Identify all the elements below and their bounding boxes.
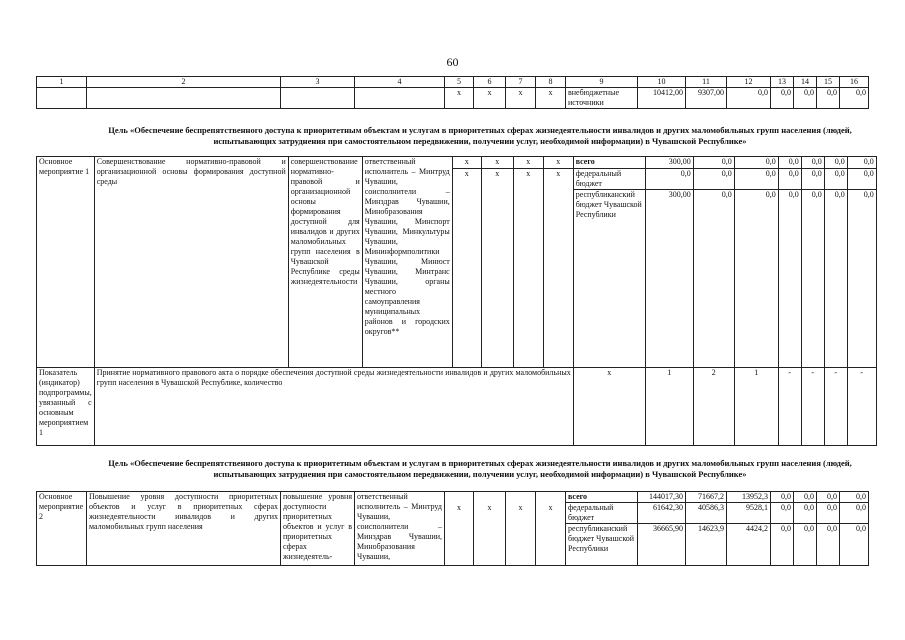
col-num: 4: [355, 77, 445, 88]
table-cell: 0,0: [801, 169, 824, 190]
table-cell: [87, 88, 281, 109]
col-num: 2: [87, 77, 281, 88]
table-cell: всего: [566, 492, 638, 503]
goal-heading-2: Цель «Обеспечение беспрепятственного доступа к приоритетным объектам и услугам в приоритетных сферах жизнедеятельности инвалидов и других маломобильных групп населения (людей, испытывающих затруднения при самостоятельном передвижении, получении услуг, необходимой информации) в Чувашской Республике»: [108, 458, 852, 479]
table-cell: 0,0: [840, 88, 869, 109]
table-cell: -: [778, 368, 801, 446]
table-cell: х: [513, 157, 543, 169]
table-cell: 0,0: [771, 492, 794, 503]
table-cell: [37, 88, 87, 109]
table-cell: х: [543, 157, 573, 169]
table-cell: 0,0: [734, 190, 778, 368]
goal-heading-1: Цель «Обеспечение беспрепятственного доступа к приоритетным объектам и услугам в приоритетных сферах жизнедеятельности инвалидов и других маломобильных групп населения (людей, испытывающих затруднения при самостоятельном передвижении, получении услуг, необходимой информации) в Чувашской Республике»: [108, 125, 852, 146]
table-cell: 0,0: [778, 157, 801, 169]
table-cell: 0,0: [771, 503, 794, 524]
col-num: 14: [794, 77, 817, 88]
col-num: 16: [840, 77, 869, 88]
col-num: 3: [281, 77, 355, 88]
table-cell: [474, 524, 506, 566]
table-cell: 9528,1: [727, 503, 771, 524]
col-num: 6: [474, 77, 506, 88]
table-cell: республиканский бюджет Чувашской Республики: [573, 190, 645, 368]
table-cell: 0,0: [771, 524, 794, 566]
table-cell: 1: [645, 368, 693, 446]
table-cell: 40586,3: [686, 503, 727, 524]
table-cell: [481, 190, 513, 368]
table-cell: 0,0: [693, 190, 734, 368]
activity-name: Повышение уровня доступности приоритетных объектов и услуг в приоритетных сферах жизнедеятельности инвалидов и других маломобильных групп населения: [87, 492, 281, 566]
table-activity-2: [36, 491, 869, 566]
table-cell: 61642,30: [638, 503, 686, 524]
table-cell: 0,0: [847, 157, 876, 169]
indicator-row: [37, 368, 877, 446]
table-cell: 9307,00: [686, 88, 727, 109]
col-num: 5: [445, 77, 474, 88]
table-cell: 0,0: [734, 157, 778, 169]
activity-label: Основное мероприятие 1: [37, 157, 95, 368]
table-cell: всего: [573, 157, 645, 169]
table-cell: х: [452, 169, 481, 190]
table-cell: 0,0: [794, 88, 817, 109]
col-num: 1: [37, 77, 87, 88]
activity-label: Основное мероприятие 2: [37, 492, 87, 566]
table-cell: 0,0: [771, 88, 794, 109]
table-cell: [452, 190, 481, 368]
table-cell: 0,0: [801, 190, 824, 368]
table-cell: -: [801, 368, 824, 446]
table-cell: [506, 524, 536, 566]
table-cell: 71667,2: [686, 492, 727, 503]
table-cell: 0,0: [817, 503, 840, 524]
col-num: 13: [771, 77, 794, 88]
page-number: 60: [446, 55, 459, 69]
table-activity-1: [36, 156, 877, 446]
table-cell: 2: [693, 368, 734, 446]
table-cell: х: [513, 169, 543, 190]
table-cell: [474, 492, 506, 503]
table-cell: 1: [734, 368, 778, 446]
table-cell: х: [445, 503, 474, 524]
table-cell: х: [536, 88, 566, 109]
table-cell: 4424,2: [727, 524, 771, 566]
table-cell: х: [573, 368, 645, 446]
table-cell: республиканский бюджет Чувашской Республики: [566, 524, 638, 566]
activity-executors: ответственный исполнитель – Минтруд Чувашии, соисполнители – Минздрав Чувашии, Минобразования Чувашии, Минспорт Чувашии, Минкультуры Чувашии, Мининформполитики Чувашии, Минюст Чувашии, Минтранс Чувашии, органы местного самоуправления муниципальных районов и городских округов**: [362, 157, 452, 368]
table-cell: 0,0: [840, 524, 869, 566]
table-cell: [536, 492, 566, 503]
table-cell: х: [536, 503, 566, 524]
table-cell: х: [506, 503, 536, 524]
table-cell: [506, 492, 536, 503]
table-cell: х: [452, 157, 481, 169]
activity-result: повышение уровня доступности приоритетных объектов и услуг в приоритетных сферах жизнедеятель-: [281, 492, 355, 566]
source-cell: внебюджетные источники: [566, 88, 638, 109]
table-row: [37, 492, 869, 503]
table-cell: -: [847, 368, 876, 446]
table-row: [37, 88, 869, 109]
table-cell: х: [474, 503, 506, 524]
activity-name: Совершенствование нормативно-правовой и организационной основы формирования доступной среды: [94, 157, 288, 368]
table-cell: х: [481, 157, 513, 169]
table-cell: 0,0: [801, 157, 824, 169]
col-num: 8: [536, 77, 566, 88]
table-cell: федеральный бюджет: [566, 503, 638, 524]
table-header: [36, 76, 869, 109]
table-cell: 0,0: [693, 169, 734, 190]
table-cell: 0,0: [778, 169, 801, 190]
table-cell: 0,0: [847, 190, 876, 368]
table-cell: 0,0: [817, 88, 840, 109]
table-cell: 13952,3: [727, 492, 771, 503]
table-cell: 0,0: [824, 157, 847, 169]
col-num: 7: [506, 77, 536, 88]
col-num: 15: [817, 77, 840, 88]
table-cell: 0,0: [794, 524, 817, 566]
table-cell: х: [445, 88, 474, 109]
indicator-text: Принятие нормативного правового акта о порядке обеспечения доступной среды жизнедеятельности инвалидов и других маломобильных групп населения в Чувашской Республике, количество: [94, 368, 573, 446]
table-cell: 10412,00: [638, 88, 686, 109]
table-cell: 0,0: [794, 503, 817, 524]
table-cell: 300,00: [645, 190, 693, 368]
table-cell: 144017,30: [638, 492, 686, 503]
table-cell: х: [481, 169, 513, 190]
table-cell: 0,0: [734, 169, 778, 190]
table-cell: 0,0: [817, 524, 840, 566]
table-cell: х: [506, 88, 536, 109]
table-cell: -: [824, 368, 847, 446]
table-cell: [281, 88, 355, 109]
table-cell: 300,00: [645, 157, 693, 169]
table-cell: [355, 88, 445, 109]
col-num: 10: [638, 77, 686, 88]
table-cell: 14623,9: [686, 524, 727, 566]
indicator-label: Показатель (индикатор) подпрограммы, увязанный с основным мероприятием 1: [37, 368, 95, 446]
table-cell: 0,0: [824, 169, 847, 190]
table-cell: 0,0: [693, 157, 734, 169]
activity-executors: ответственный исполнитель – Минтруд Чувашии, соисполнители – Минздрав Чувашии, Минобразования Чувашии,: [355, 492, 445, 566]
table-cell: [513, 190, 543, 368]
table-cell: 0,0: [727, 88, 771, 109]
table-cell: х: [543, 169, 573, 190]
table-cell: федеральный бюджет: [573, 169, 645, 190]
table-cell: 0,0: [645, 169, 693, 190]
table-cell: 0,0: [794, 492, 817, 503]
col-num: 11: [686, 77, 727, 88]
table-cell: 0,0: [840, 503, 869, 524]
table-cell: [445, 492, 474, 503]
col-num: 12: [727, 77, 771, 88]
table-cell: 0,0: [840, 492, 869, 503]
table-cell: [543, 190, 573, 368]
col-num: 9: [566, 77, 638, 88]
table-cell: 0,0: [824, 190, 847, 368]
table-cell: [536, 524, 566, 566]
table-cell: [445, 524, 474, 566]
column-number-row: [37, 77, 869, 88]
table-cell: х: [474, 88, 506, 109]
table-cell: 0,0: [778, 190, 801, 368]
table-cell: 0,0: [847, 169, 876, 190]
table-cell: 0,0: [817, 492, 840, 503]
table-row: [37, 157, 877, 169]
table-cell: 36665,90: [638, 524, 686, 566]
activity-result: совершенствование нормативно-правовой и организационной основы формирования доступной для инвалидов и других маломобильных групп населения в Чувашской Республике среды жизнедеятельности: [288, 157, 362, 368]
